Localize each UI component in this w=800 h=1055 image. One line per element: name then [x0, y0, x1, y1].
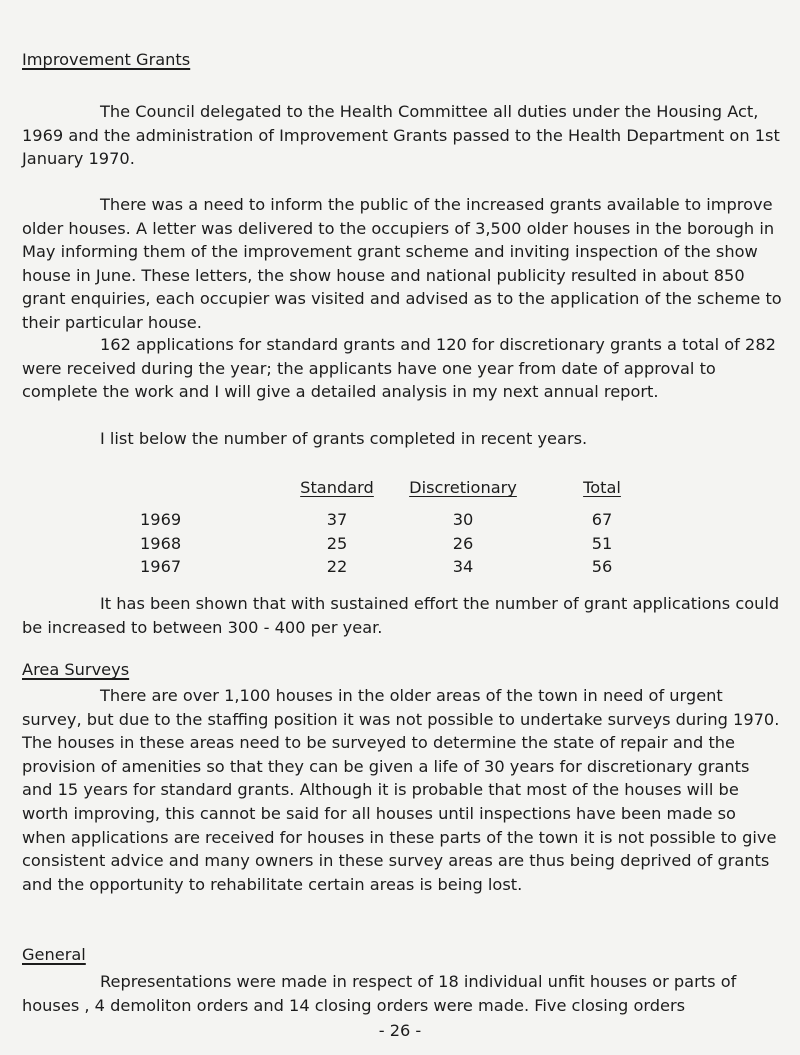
cell-year: 1968	[140, 533, 182, 553]
cell-standard: 37	[326, 510, 348, 530]
paragraph-sustained-effort: It has been shown that with sustained effort the number of grant applications could be increased to between 300 - 400 per year.	[22, 594, 780, 637]
cell-year: 1969	[140, 510, 182, 530]
table-row	[140, 555, 657, 579]
paragraph-publicity: There was a need to inform the public of the increased grants available to improve older houses. A letter was delivered to the occupiers of 3,500 older houses in the borough in May informing them of the improvement grant scheme and inviting inspection of the show house in June. These letters, the show house and national publicity resulted in about 850 grant enquiries, each occupier was visited and advised as to the application of the scheme to their particular house.	[22, 195, 782, 332]
header-total: Total	[583, 478, 621, 497]
table-header-row	[140, 478, 657, 508]
table-row	[140, 532, 657, 556]
table-row	[140, 508, 657, 532]
cell-discretionary: 30	[452, 510, 474, 530]
heading-area-surveys: Area Surveys	[22, 660, 130, 679]
paragraph-applications: 162 applications for standard grants and 120 for discretionary grants a total of 282 were received during the year; the applicants have one year from date of approval to complete the work and I will give a detailed analysis in my next annual report.	[22, 335, 776, 402]
paragraph-table-intro: I list below the number of grants completed in recent years.	[100, 429, 588, 448]
cell-discretionary: 26	[452, 533, 474, 553]
cell-total: 51	[591, 533, 613, 553]
cell-total: 67	[591, 510, 613, 530]
paragraph-council-delegation: The Council delegated to the Health Committee all duties under the Housing Act, 1969 and the administration of Improvement Grants passed to the Health Department on 1st January 1970.	[22, 102, 780, 169]
header-discretionary: Discretionary	[409, 478, 517, 497]
paragraph-general: Representations were made in respect of 18 individual unfit houses or parts of houses , 4 demoliton orders and 14 closing orders were made. Five closing orders	[22, 972, 737, 1015]
heading-general: General	[22, 945, 86, 964]
page-number: - 26 -	[378, 1021, 422, 1040]
paragraph-area-surveys: There are over 1,100 houses in the older areas of the town in need of urgent survey, but due to the staffing position it was not possible to undertake surveys during 1970. The houses in these areas need to be surveyed to determine the state of repair and the provision of amenities so that they can be given a life of 30 years for discretionary grants and 15 years for standard grants. Although it is probable that most of the houses will be worth improving, this cannot be said for all houses until inspections have been made so when applications are received for houses in these parts of the town it is not possible to give consistent advice and many owners in these survey areas are thus being deprived of grants and the opportunity to rehabilitate certain areas is being lost.	[22, 686, 780, 894]
heading-improvement-grants: Improvement Grants	[22, 50, 191, 69]
header-standard: Standard	[300, 478, 374, 497]
cell-total: 56	[591, 557, 613, 577]
header-year	[140, 478, 295, 508]
cell-standard: 22	[326, 557, 348, 577]
cell-year: 1967	[140, 557, 182, 577]
cell-standard: 25	[326, 533, 348, 553]
cell-discretionary: 34	[452, 557, 474, 577]
grants-table	[140, 478, 657, 579]
